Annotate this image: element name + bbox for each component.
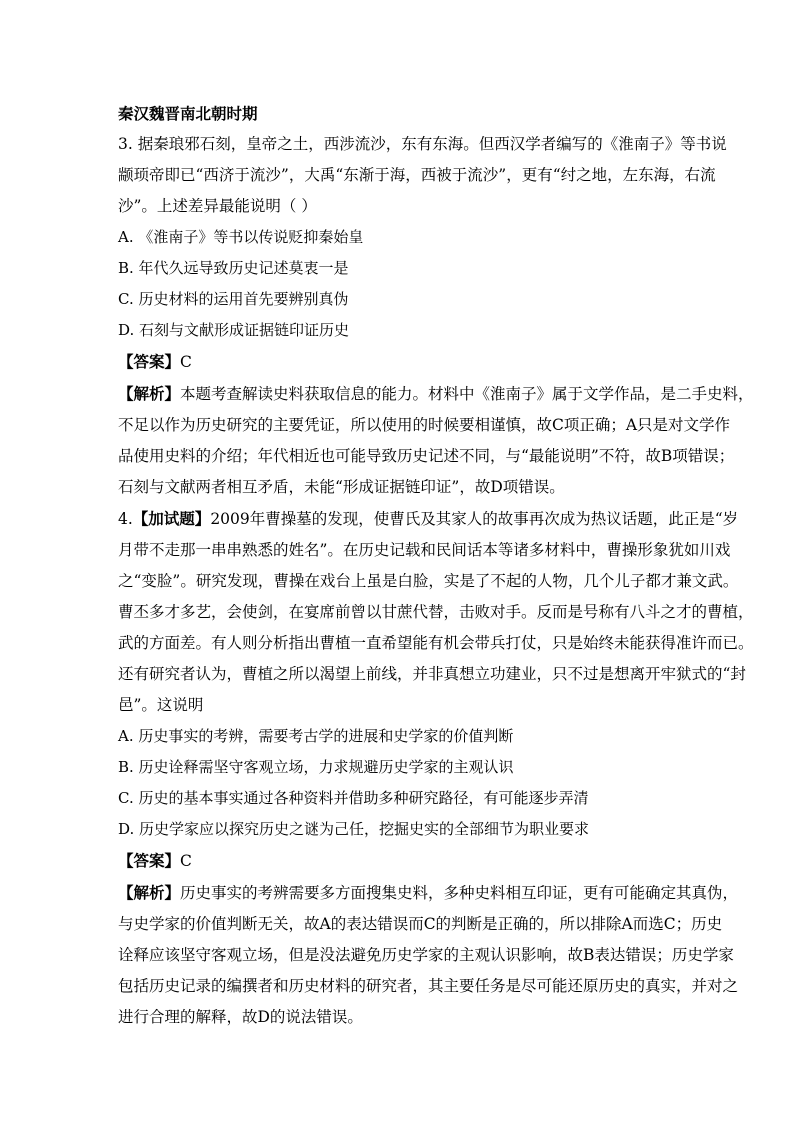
q4-analysis-line: 进行合理的解释，故D的说法错误。 — [118, 1008, 363, 1026]
q4-stem-line: 之“变脸”。研究发现，曹操在戏台上虽是白脸，实是了不起的人物，几个儿子都才兼文武。 — [118, 572, 739, 590]
q4-stem-line: 月带不走那一串串熟悉的姓名”。在历史记载和民间话本等诸多材料中，曹操形象犹如川戏 — [118, 541, 731, 559]
q3-option-b: B. 年代久远导致历史记述莫衷一是 — [118, 259, 349, 277]
q4-option-b: B. 历史诠释需坚守客观立场，力求规避历史学家的主观认识 — [118, 758, 514, 776]
q4-stem-line: 还有研究者认为，曹植之所以渴望上前线，并非真想立功建业，只不过是想离开牢狱式的“封 — [118, 665, 746, 683]
q4-answer-tag: 【答案】 — [118, 851, 181, 870]
q3-analysis-text: 本题考查解读史料获取信息的能力。材料中《淮南子》属于文学作品，是二手史料， — [180, 385, 754, 403]
q3-analysis-tag: 【解析】 — [118, 384, 181, 403]
q4-analysis-text: 历史事实的考辨需要多方面搜集史料，多种史料相互印证，更有可能确定其真伪， — [180, 884, 739, 902]
q3-stem-line: 颛顼帝即已“西济于流沙”，大禹“东渐于海，西被于流沙”，更有“纣之地，左东海，右流 — [118, 166, 716, 184]
q4-number: 4. — [118, 510, 133, 528]
q4-tag: 【加试题】 — [132, 509, 211, 528]
q3-answer — [118, 346, 680, 378]
q4-option-a: A. 历史事实的考辨，需要考古学的进展和史学家的价值判断 — [118, 727, 514, 745]
q3-answer-value: C — [180, 353, 192, 371]
q4-stem-line: 武的方面差。有人则分析指出曹植一直希望能有机会带兵打仗，只是始终未能获得准许而已。 — [118, 634, 754, 652]
question-3 — [118, 129, 754, 503]
q4-stem-line: 曹丕多才多艺，会使剑，在宴席前曾以甘蔗代替，击败对手。反而是号称有八斗之才的曹植， — [118, 603, 754, 621]
q4-answer-value: C — [180, 852, 192, 870]
q4-analysis-line — [118, 877, 739, 909]
q3-option-a: A. 《淮南子》等书以传说贬抑秦始皇 — [118, 228, 364, 246]
q4-analysis-line: 包括历史记录的编撰者和历史材料的研究者，其主要任务是尽可能还原历史的真实，并对之 — [118, 977, 739, 995]
q4-analysis-line: 诠释应该坚守客观立场，但是没法避免历史学家的主观认识影响，故B表达错误；历史学家 — [118, 946, 734, 964]
q4-analysis-tag: 【解析】 — [118, 883, 181, 902]
q4-answer — [118, 845, 680, 877]
q3-option-c: C. 历史材料的运用首先要辨别真伪 — [118, 290, 349, 308]
q3-analysis-line: 石刻与文献两者相互矛盾，未能“形成证据链印证”，故D项错误。 — [118, 478, 565, 496]
q4-stem-line: 邑”。这说明 — [118, 696, 204, 714]
q4-option-c: C. 历史的基本事实通过各种资料并借助多种研究路径，有可能逐步弄清 — [118, 789, 589, 807]
q3-stem-line: 3. 据秦琅邪石刻，皇帝之土，西涉流沙，东有东海。但西汉学者编写的《淮南子》等书说 — [118, 135, 727, 153]
q4-analysis-line: 与史学家的价值判断无关，故A的表达错误而C的判断是正确的，所以排除A而选C；历史 — [118, 915, 723, 933]
section-title: 秦汉魏晋南北朝时期 — [118, 104, 258, 123]
question-4 — [118, 503, 754, 1033]
q3-option-d: D. 石刻与文献形成证据链印证历史 — [118, 321, 350, 339]
q4-stem-first: 2009年曹操墓的发现，使曹氏及其家人的故事再次成为热议话题，此正是“岁 — [210, 510, 739, 528]
q3-analysis-line: 不足以作为历史研究的主要凭证，所以使用的时候要相谨慎，故C项正确；A只是对文学作 — [118, 416, 731, 434]
document-page — [118, 98, 754, 1033]
q3-analysis-line — [118, 378, 754, 410]
q3-answer-tag: 【答案】 — [118, 352, 181, 371]
q3-stem-line: 沙”。上述差异最能说明（ ） — [118, 197, 317, 215]
q3-analysis-line: 品使用史料的介绍；年代相近也可能导致历史记述不同，与“最能说明”不符，故B项错误； — [118, 447, 735, 465]
q4-option-d: D. 历史学家应以探究历史之谜为己任，挖掘史实的全部细节为职业要求 — [118, 820, 590, 838]
q4-stem-line — [118, 503, 739, 535]
